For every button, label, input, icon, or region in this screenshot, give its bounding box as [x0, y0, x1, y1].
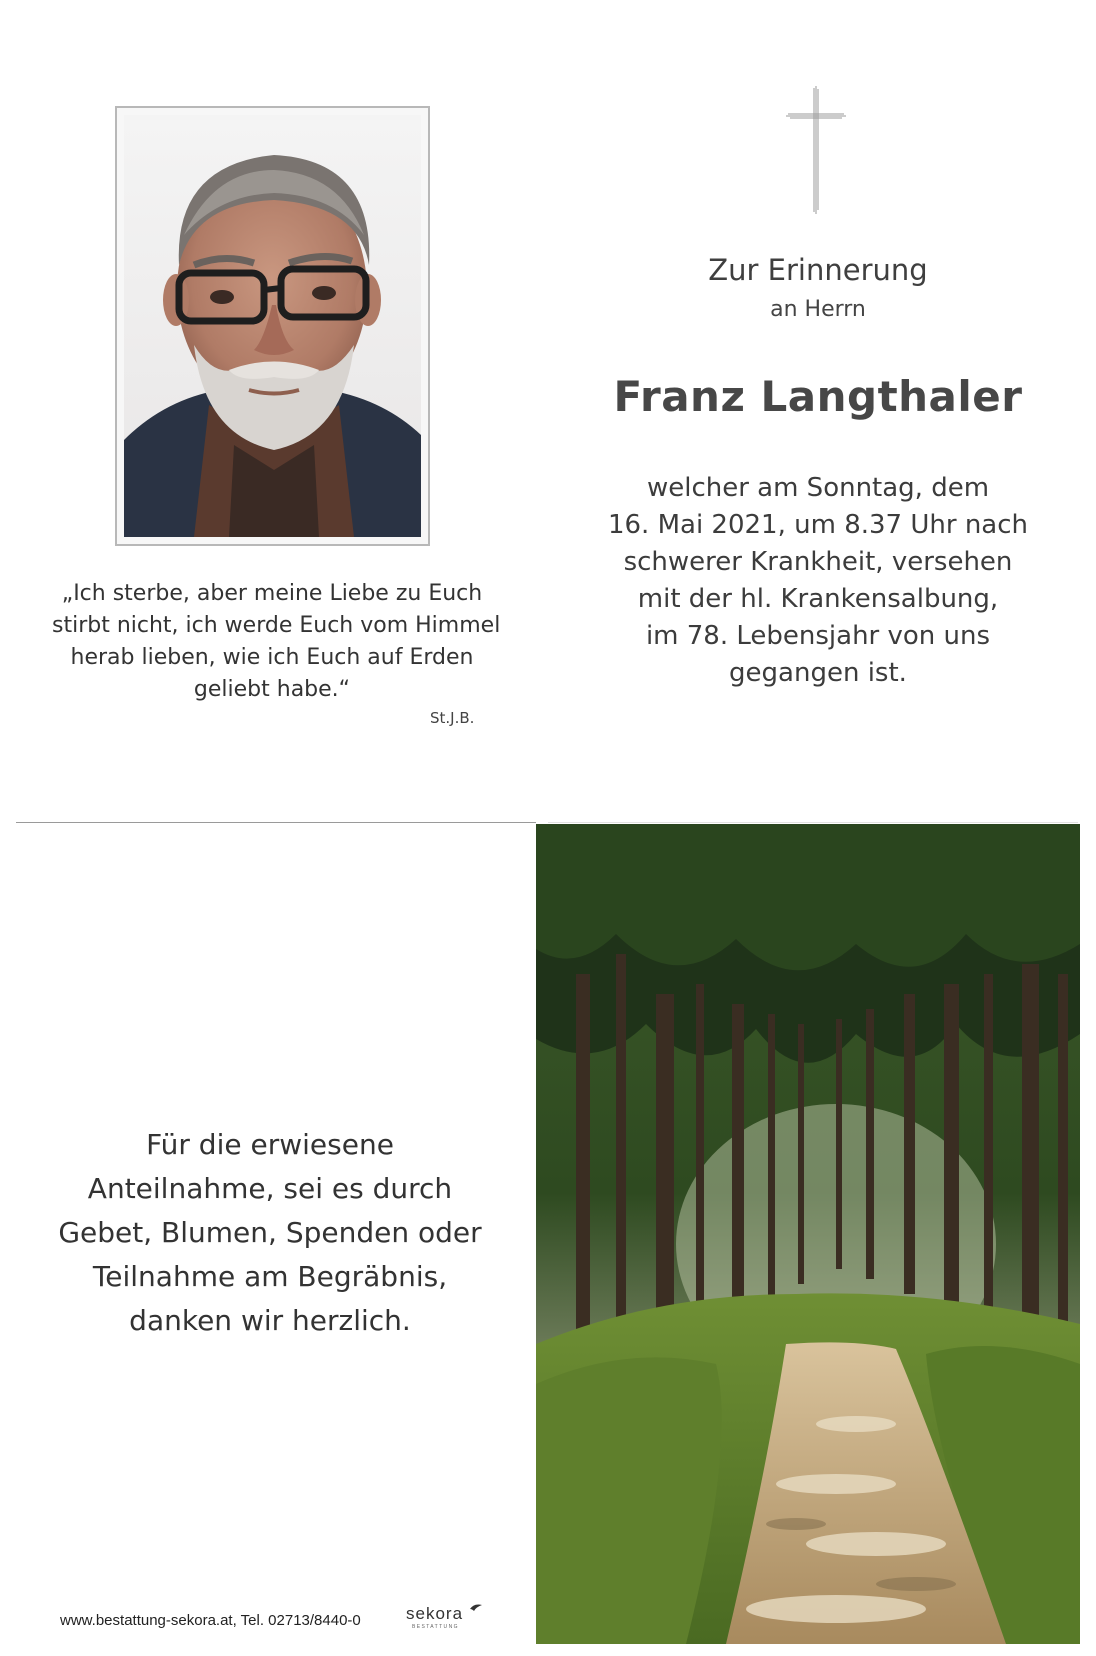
deceased-name: Franz Langthaler: [613, 372, 1023, 421]
forest-path-image: [536, 824, 1080, 1644]
quote-line: stirbt nicht, ich werde Euch vom Himmel: [52, 613, 501, 638]
heading: Zur Erinnerung: [708, 253, 928, 287]
thanks-line: Anteilnahme, sei es durch: [87, 1172, 453, 1205]
quote-line: herab lieben, wie ich Euch auf Erden: [70, 645, 474, 670]
notice-line: gegangen ist.: [729, 658, 907, 688]
notice-line: 16. Mai 2021, um 8.37 Uhr nach: [607, 510, 1029, 540]
quote-line: „Ich sterbe, aber meine Liebe zu Euch: [61, 581, 483, 606]
notice-line: im 78. Lebensjahr von uns: [645, 621, 991, 651]
fold-line-right: [548, 822, 1078, 823]
notice-line: mit der hl. Krankensalbung,: [637, 584, 999, 614]
memorial-quote: [52, 578, 501, 706]
thanks-line: Für die erwiesene: [146, 1128, 394, 1161]
portrait-photo: [115, 106, 430, 546]
subheading: an Herrn: [770, 297, 866, 322]
funeral-home-logo: [404, 1601, 484, 1631]
thanks-line: Teilnahme am Begräbnis,: [92, 1260, 448, 1293]
cross-icon: [786, 86, 846, 214]
bird-icon: [470, 1605, 482, 1612]
thanks-line: Gebet, Blumen, Spenden oder: [58, 1216, 482, 1249]
quote-source: St.J.B.: [430, 709, 475, 727]
logo-subtext: BESTATTUNG: [412, 1624, 459, 1630]
thanks-line: danken wir herzlich.: [129, 1304, 411, 1337]
notice-line: welcher am Sonntag, dem: [646, 473, 990, 503]
fold-line: [16, 822, 536, 823]
notice-line: schwerer Krankheit, versehen: [623, 547, 1013, 577]
portrait-image: [124, 115, 421, 537]
thank-you-text: [40, 1123, 500, 1343]
quote-line: geliebt habe.“: [193, 677, 351, 702]
logo-text: sekora: [406, 1604, 464, 1623]
funeral-home-contact: www.bestattung-sekora.at, Tel. 02713/8440-0: [60, 1612, 361, 1629]
death-notice-text: [588, 470, 1048, 692]
